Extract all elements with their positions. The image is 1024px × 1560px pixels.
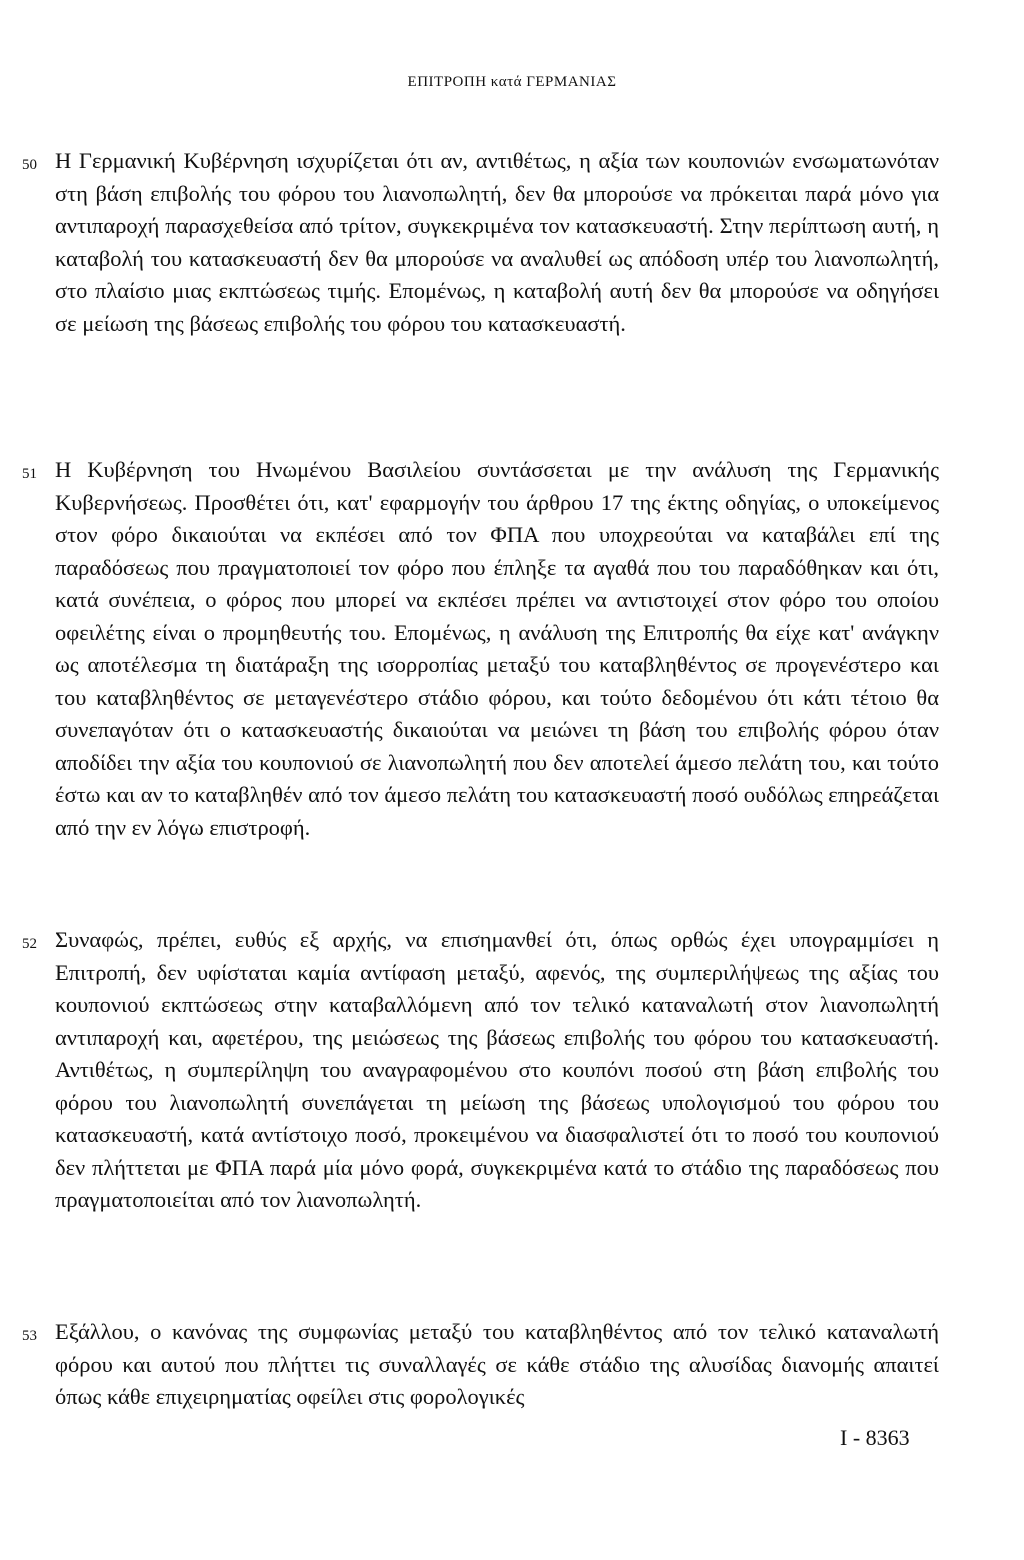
running-header: ΕΠΙΤΡΟΠΗ κατά ΓΕΡΜΑΝΙΑΣ (407, 74, 617, 90)
paragraph-number: 50 (22, 157, 37, 173)
paragraph-number: 53 (22, 1328, 37, 1344)
paragraph-text: Η Κυβέρνηση του Ηνωμένου Βασιλείου συντάσσεται με την ανάλυση της Γερμανικής Κυβερνήσεως. Προσθέτει ότι, κατ' εφαρμογήν του άρθρου 17 της έκτης οδηγίας, ο υποκείμενος στον φόρο δικαιούται να εκπέσει από τον ΦΠΑ που υποχρεούται να καταβάλει επί της παραδόσεως που πραγματοποιεί τον φόρο που έπληξε τα αγαθά που του παραδόθηκαν και ότι, κατά συνέπεια, ο φόρος που μπορεί να εκπέσει πρέπει να αντιστοιχεί στον φόρο του οποίου οφειλέτης είναι ο προμηθευτής του. Επομένως, η ανάλυση της Επιτροπής θα είχε κατ' ανάγκην ως αποτέλεσμα τη διατάραξη της ισορροπίας μεταξύ του καταβληθέντος σε προγενέστερο και του καταβληθέντος σε μεταγενέστερο στάδιο φόρου, και τούτο δεδομένου ότι κάτι τέτοιο θα συνεπαγόταν ότι ο κατασκευαστής δικαιούται να μειώνει τη βάση του επιβολής φόρου όταν αποδίδει την αξία του κουπονιού σε λιανοπωλητή που δεν αποτελεί άμεσο πελάτη του, και τούτο έστω και αν το καταβληθέν από τον άμεσο πελάτη του κατασκευαστή ποσό ουδόλως επηρεάζεται από την εν λόγω επιστροφή. (55, 457, 939, 840)
paragraph-text: Η Γερμανική Κυβέρνηση ισχυρίζεται ότι αν, αντιθέτως, η αξία των κουπονιών ενσωματωνόταν στη βάση επιβολής του φόρου του λιανοπωλητή, δεν θα μπορούσε να πρόκειται παρά μόνο για αντιπαροχή παρασχεθείσα από τρίτον, συγκεκριμένα τον κατασκευαστή. Στην περίπτωση αυτή, η καταβολή του κατασκευαστή δεν θα μπορούσε να αναλυθεί ως απόδοση υπέρ του λιανοπωλητή, στο πλαίσιο μιας εκπτώσεως τιμής. Επομένως, η καταβολή αυτή δεν θα μπορούσε να οδηγήσει σε μείωση της βάσεως επιβολής του φόρου του κατασκευαστή. (55, 148, 939, 336)
paragraph-number: 51 (22, 466, 37, 482)
page-number: I - 8363 (840, 1425, 910, 1450)
paragraph-number: 52 (22, 936, 37, 952)
paragraph-text: Εξάλλου, ο κανόνας της συμφωνίας μεταξύ του καταβληθέντος από τον τελικό καταναλωτή φόρου και αυτού που πλήττει τις συναλλαγές σε κάθε στάδιο της αλυσίδας διανομής απαιτεί όπως κάθε επιχειρηματίας οφείλει στις φορολογικές (55, 1319, 939, 1409)
paragraph-text: Συναφώς, πρέπει, ευθύς εξ αρχής, να επισημανθεί ότι, όπως ορθώς έχει υπογραμμίσει η Επιτροπή, δεν υφίσταται καμία αντίφαση μεταξύ, αφενός, της συμπεριλήψεως της αξίας του κουπονιού εκπτώσεως στην καταβαλλόμενη από τον τελικό καταναλωτή στον λιανοπωλητή αντιπαροχή και, αφετέρου, της μειώσεως της βάσεως επιβολής του φόρου του κατασκευαστή. Αντιθέτως, η συμπερίληψη του αναγραφομένου στο κουπόνι ποσού στη βάση επιβολής του φόρου του λιανοπωλητή συνεπάγεται τη μείωση της βάσεως υπολογισμού του φόρου του κατασκευαστή, κατά αντίστοιχο ποσό, προκειμένου να διασφαλιστεί ότι το ποσό του κουπονιού δεν πλήττεται με ΦΠΑ παρά μία μόνο φορά, συγκεκριμένα κατά το στάδιο της παραδόσεως που πραγματοποιείται από τον λιανοπωλητή. (55, 927, 939, 1212)
